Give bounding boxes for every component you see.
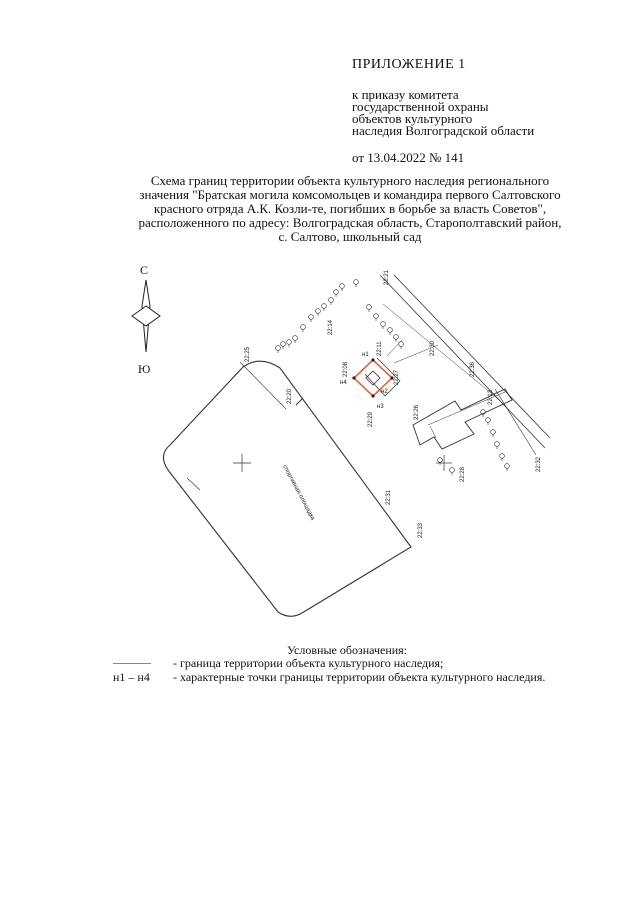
tree-icon bbox=[374, 314, 379, 319]
order-recipient-line: наследия Волгоградской области bbox=[352, 123, 535, 138]
lot-label: 22:36 bbox=[470, 361, 476, 377]
lot-label: 22:11 bbox=[377, 341, 383, 356]
lot-label: 22:25 bbox=[245, 346, 251, 362]
boundary-point-label: н1 bbox=[362, 352, 369, 358]
stadium-label: спортивная площадка bbox=[281, 464, 316, 522]
lot-label: 22:27 bbox=[394, 369, 400, 385]
scheme-title-line: красного отряда А.К. Козли-те, погибших в борьбе за власть Советов", bbox=[153, 201, 547, 216]
tree-icon bbox=[276, 346, 281, 351]
boundary-point-label: н4 bbox=[340, 380, 347, 386]
legend-boundary-text: - граница территории объекта культурного наследия; bbox=[173, 656, 444, 670]
legend-points-text: - характерные точки границы территории объекта культурного наследия. bbox=[173, 670, 546, 684]
order-recipient-line: объектов культурного bbox=[352, 111, 473, 126]
tree-icon bbox=[301, 325, 306, 330]
legend-boundary-swatch bbox=[113, 663, 151, 664]
lot-label: 22:33 bbox=[418, 522, 424, 538]
tree-icon bbox=[322, 304, 327, 309]
lot-label: 22:13 bbox=[488, 389, 494, 405]
order-date: от 13.04.2022 № 141 bbox=[352, 150, 465, 165]
legend-points-label: н1 – н4 bbox=[113, 670, 150, 684]
compass-icon bbox=[132, 280, 160, 352]
tree-icon bbox=[486, 418, 491, 423]
crosshair-icon bbox=[436, 455, 452, 471]
tree-icon bbox=[334, 290, 339, 295]
lot-label: 22:30 bbox=[430, 340, 436, 356]
lot-label: 22:28 bbox=[460, 466, 466, 482]
scheme-title-line: значения "Братская могила комсомольцев и командира первого Салтовского bbox=[139, 187, 561, 202]
tree-icon bbox=[287, 340, 292, 345]
tree-icon bbox=[354, 280, 359, 285]
tree-icon bbox=[329, 298, 334, 303]
appendix-title: ПРИЛОЖЕНИЕ 1 bbox=[352, 57, 466, 72]
tree-icon bbox=[340, 284, 345, 289]
tree-icon bbox=[309, 315, 314, 320]
compass-south-label: Ю bbox=[138, 362, 151, 376]
tree-icon bbox=[293, 336, 298, 341]
legend-title: Условные обозначения: bbox=[287, 643, 408, 657]
tree-icon bbox=[399, 342, 404, 347]
tree-icon bbox=[394, 335, 399, 340]
lot-label: 22:26 bbox=[414, 404, 420, 420]
lot-label: 22:21 bbox=[384, 269, 390, 285]
lot-label: 22:31 bbox=[386, 489, 392, 505]
boundary-point-label: н3 bbox=[377, 404, 384, 410]
boundary-point-label: н2 bbox=[381, 389, 388, 395]
order-recipient-line: к приказу комитета bbox=[352, 87, 459, 102]
tree-icon bbox=[450, 468, 455, 473]
tree-icon bbox=[281, 342, 286, 347]
lot-label: 22:20 bbox=[287, 388, 293, 404]
tree-icon bbox=[367, 305, 372, 310]
scheme-title-line: Схема границ территории объекта культурного наследия регионального bbox=[150, 173, 550, 188]
lot-label: 22:08 bbox=[343, 361, 349, 377]
scheme-title-line: с. Салтово, школьный сад bbox=[278, 229, 422, 244]
compass-north-label: С bbox=[140, 263, 149, 277]
tree-icon bbox=[388, 328, 393, 333]
lot-label: 22:14 bbox=[328, 319, 334, 335]
tree-icon bbox=[505, 464, 510, 469]
lot-label: 22:32 bbox=[536, 456, 542, 472]
tree-icon bbox=[381, 322, 386, 327]
tree-icon bbox=[500, 454, 505, 459]
order-recipient-line: государственной охраны bbox=[352, 99, 489, 114]
tree-icon bbox=[495, 442, 500, 447]
lot-label: 22:29 bbox=[368, 411, 374, 427]
scheme-title-line: расположенного по адресу: Волгоградская область, Старополтавский район, bbox=[138, 215, 562, 230]
crosshair-icon bbox=[233, 454, 251, 472]
tree-icon bbox=[316, 309, 321, 314]
tree-icon bbox=[438, 458, 443, 463]
tree-icon bbox=[491, 430, 496, 435]
